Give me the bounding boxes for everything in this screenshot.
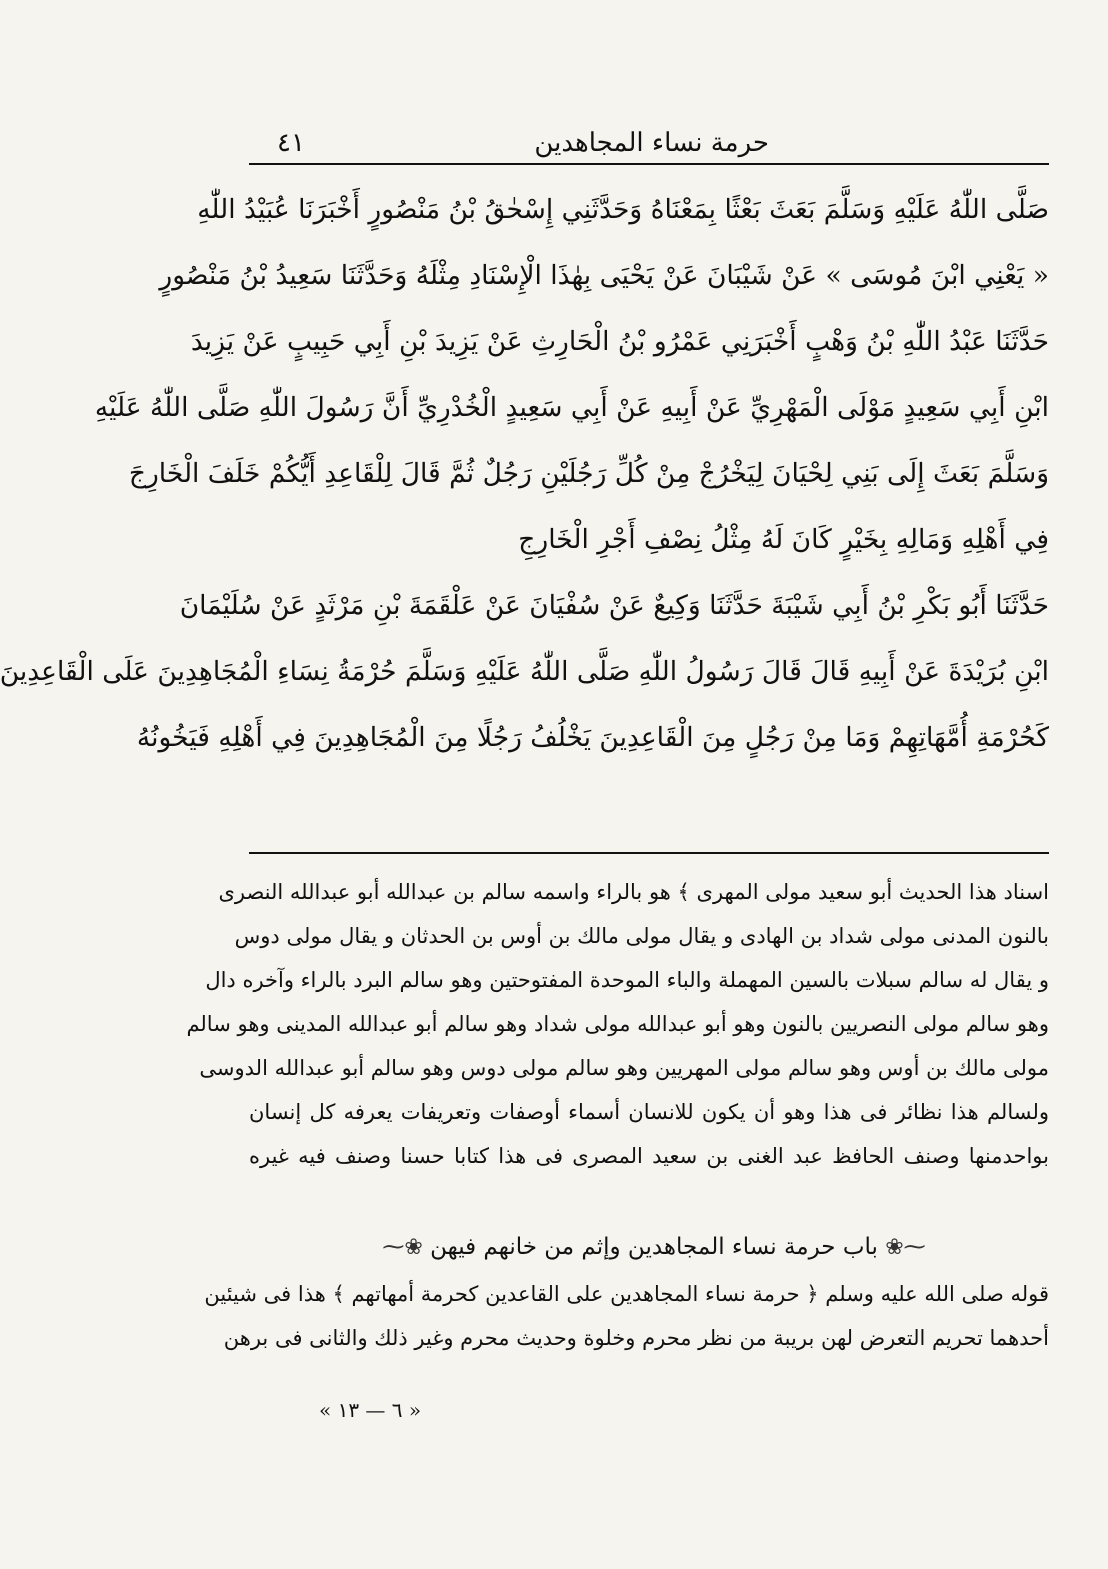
commentary-block-2	[204, 1272, 1049, 1360]
commentary-line: اسناد هذا الحديث أبو سعيد مولى المهرى ﴾ هو بالراء واسمه سالم بن عبدالله أبو عبدالله النصرى	[218, 880, 1049, 904]
text-line: حَدَّثَنَا عَبْدُ اللّٰهِ بْنُ وَهْبٍ أَخْبَرَنِي عَمْرُو بْنُ الْحَارِثِ عَنْ يَزِيدَ بْنِ أَبِي حَبِيبٍ عَنْ يَزِيدَ	[190, 326, 1049, 357]
commentary-block	[186, 870, 1049, 1178]
text-line: ابْنِ أَبِي سَعِيدٍ مَوْلَى الْمَهْرِيِّ عَنْ أَبِيهِ عَنْ أَبِي سَعِيدٍ الْخُدْرِيِّ أَنَّ رَسُولَ اللّٰهِ صَلَّى اللّٰهُ عَلَيْهِ	[94, 392, 1049, 423]
text-line: فِي أَهْلِهِ وَمَالِهِ بِخَيْرٍ كَانَ لَهُ مِثْلُ نِصْفِ أَجْرِ الْخَارِجِ	[518, 524, 1049, 555]
text-line: ابْنِ بُرَيْدَةَ عَنْ أَبِيهِ قَالَ قَالَ رَسُولُ اللّٰهِ صَلَّى اللّٰهُ عَلَيْهِ وَسَلَّمَ حُرْمَةُ نِسَاءِ الْمُجَاهِدِينَ عَلَى الْقَاعِدِينَ	[0, 656, 1049, 687]
text-line: كَحُرْمَةِ أُمَّهَاتِهِمْ وَمَا مِنْ رَجُلٍ مِنَ الْقَاعِدِينَ يَخْلُفُ رَجُلًا مِنَ الْمُجَاهِدِينَ فِي أَهْلِهِ فَيَخُونُهُ	[136, 722, 1049, 753]
commentary-rule	[249, 852, 1049, 854]
header-rule	[249, 163, 1049, 165]
commentary-line: مولى مالك بن أوس وهو سالم مولى المهريين وهو سالم مولى دوس وهو سالم أبو عبدالله الدوسى	[199, 1056, 1049, 1080]
text-line: صَلَّى اللّٰهُ عَلَيْهِ وَسَلَّمَ بَعَثَ بَعْثًا بِمَعْنَاهُ وَحَدَّثَنِي إِسْحٰقُ بْنُ مَنْصُورٍ أَخْبَرَنَا عُبَيْدُ اللّٰهِ	[197, 194, 1049, 225]
commentary-line: قوله صلى الله عليه وسلم ﴿ حرمة نساء المجاهدين على القاعدين كحرمة أمهاتهم ﴾ هذا فى شيئين	[204, 1282, 1049, 1306]
page-number: ٤١	[277, 128, 305, 158]
running-title: حرمة نساء المجاهدين	[534, 128, 769, 158]
hadith-text	[0, 180, 1049, 774]
commentary-line: أحدهما تحريم التعرض لهن بريبة من نظر محرم وخلوة وحديث محرم وغير ذلك والثانى فى برهن	[223, 1326, 1049, 1350]
ornament-icon: ❀⁓	[382, 1235, 423, 1260]
chapter-title: باب حرمة نساء المجاهدين وإثم من خانهم فيهن	[430, 1234, 878, 1260]
text-line: حَدَّثَنَا أَبُو بَكْرِ بْنُ أَبِي شَيْبَةَ حَدَّثَنَا وَكِيعٌ عَنْ سُفْيَانَ عَنْ عَلْقَمَةَ بْنِ مَرْثَدٍ عَنْ سُلَيْمَانَ	[179, 590, 1049, 621]
commentary-line: بالنون المدنى مولى شداد بن الهادى و يقال مولى مالك بن أوس بن الحدثان و يقال مولى دوس	[234, 924, 1049, 948]
commentary-line: و يقال له سالم سبلات بالسين المهملة والباء الموحدة المفتوحتين وهو سالم البرد بالراء وآخره دال	[205, 968, 1049, 992]
commentary-line: وهو سالم مولى النصريين بالنون وهو أبو عبدالله مولى شداد وهو سالم أبو عبدالله المدينى وهو سالم	[186, 1012, 1049, 1036]
ornament-icon: ⁓❀	[885, 1235, 926, 1260]
commentary-line: ولسالم هذا نظائر فى هذا وهو أن يكون للانسان أسماء أوصفات وتعريفات يعرفه كل إنسان	[249, 1100, 1049, 1124]
print-signature: « ٦ — ١٣ »	[319, 1398, 422, 1422]
page-header	[249, 118, 1049, 168]
text-line: وَسَلَّمَ بَعَثَ إِلَى بَنِي لِحْيَانَ لِيَخْرُجْ مِنْ كُلِّ رَجُلَيْنِ رَجُلٌ ثُمَّ قَالَ لِلْقَاعِدِ أَيُّكُمْ خَلَفَ الْخَارِجَ	[128, 458, 1049, 489]
commentary-line: بواحدمنها وصنف الحافظ عبد الغنى بن سعيد المصرى فى هذا كتابا حسنا وصنف فيه غيره	[249, 1144, 1049, 1168]
text-line: « يَعْنِي ابْنَ مُوسَى » عَنْ شَيْبَانَ عَنْ يَحْيَى بِهٰذَا الْإِسْنَادِ مِثْلَهُ وَحَدَّثَنَا سَعِيدُ بْنُ مَنْصُورٍ	[159, 260, 1049, 291]
chapter-heading	[334, 1222, 974, 1272]
